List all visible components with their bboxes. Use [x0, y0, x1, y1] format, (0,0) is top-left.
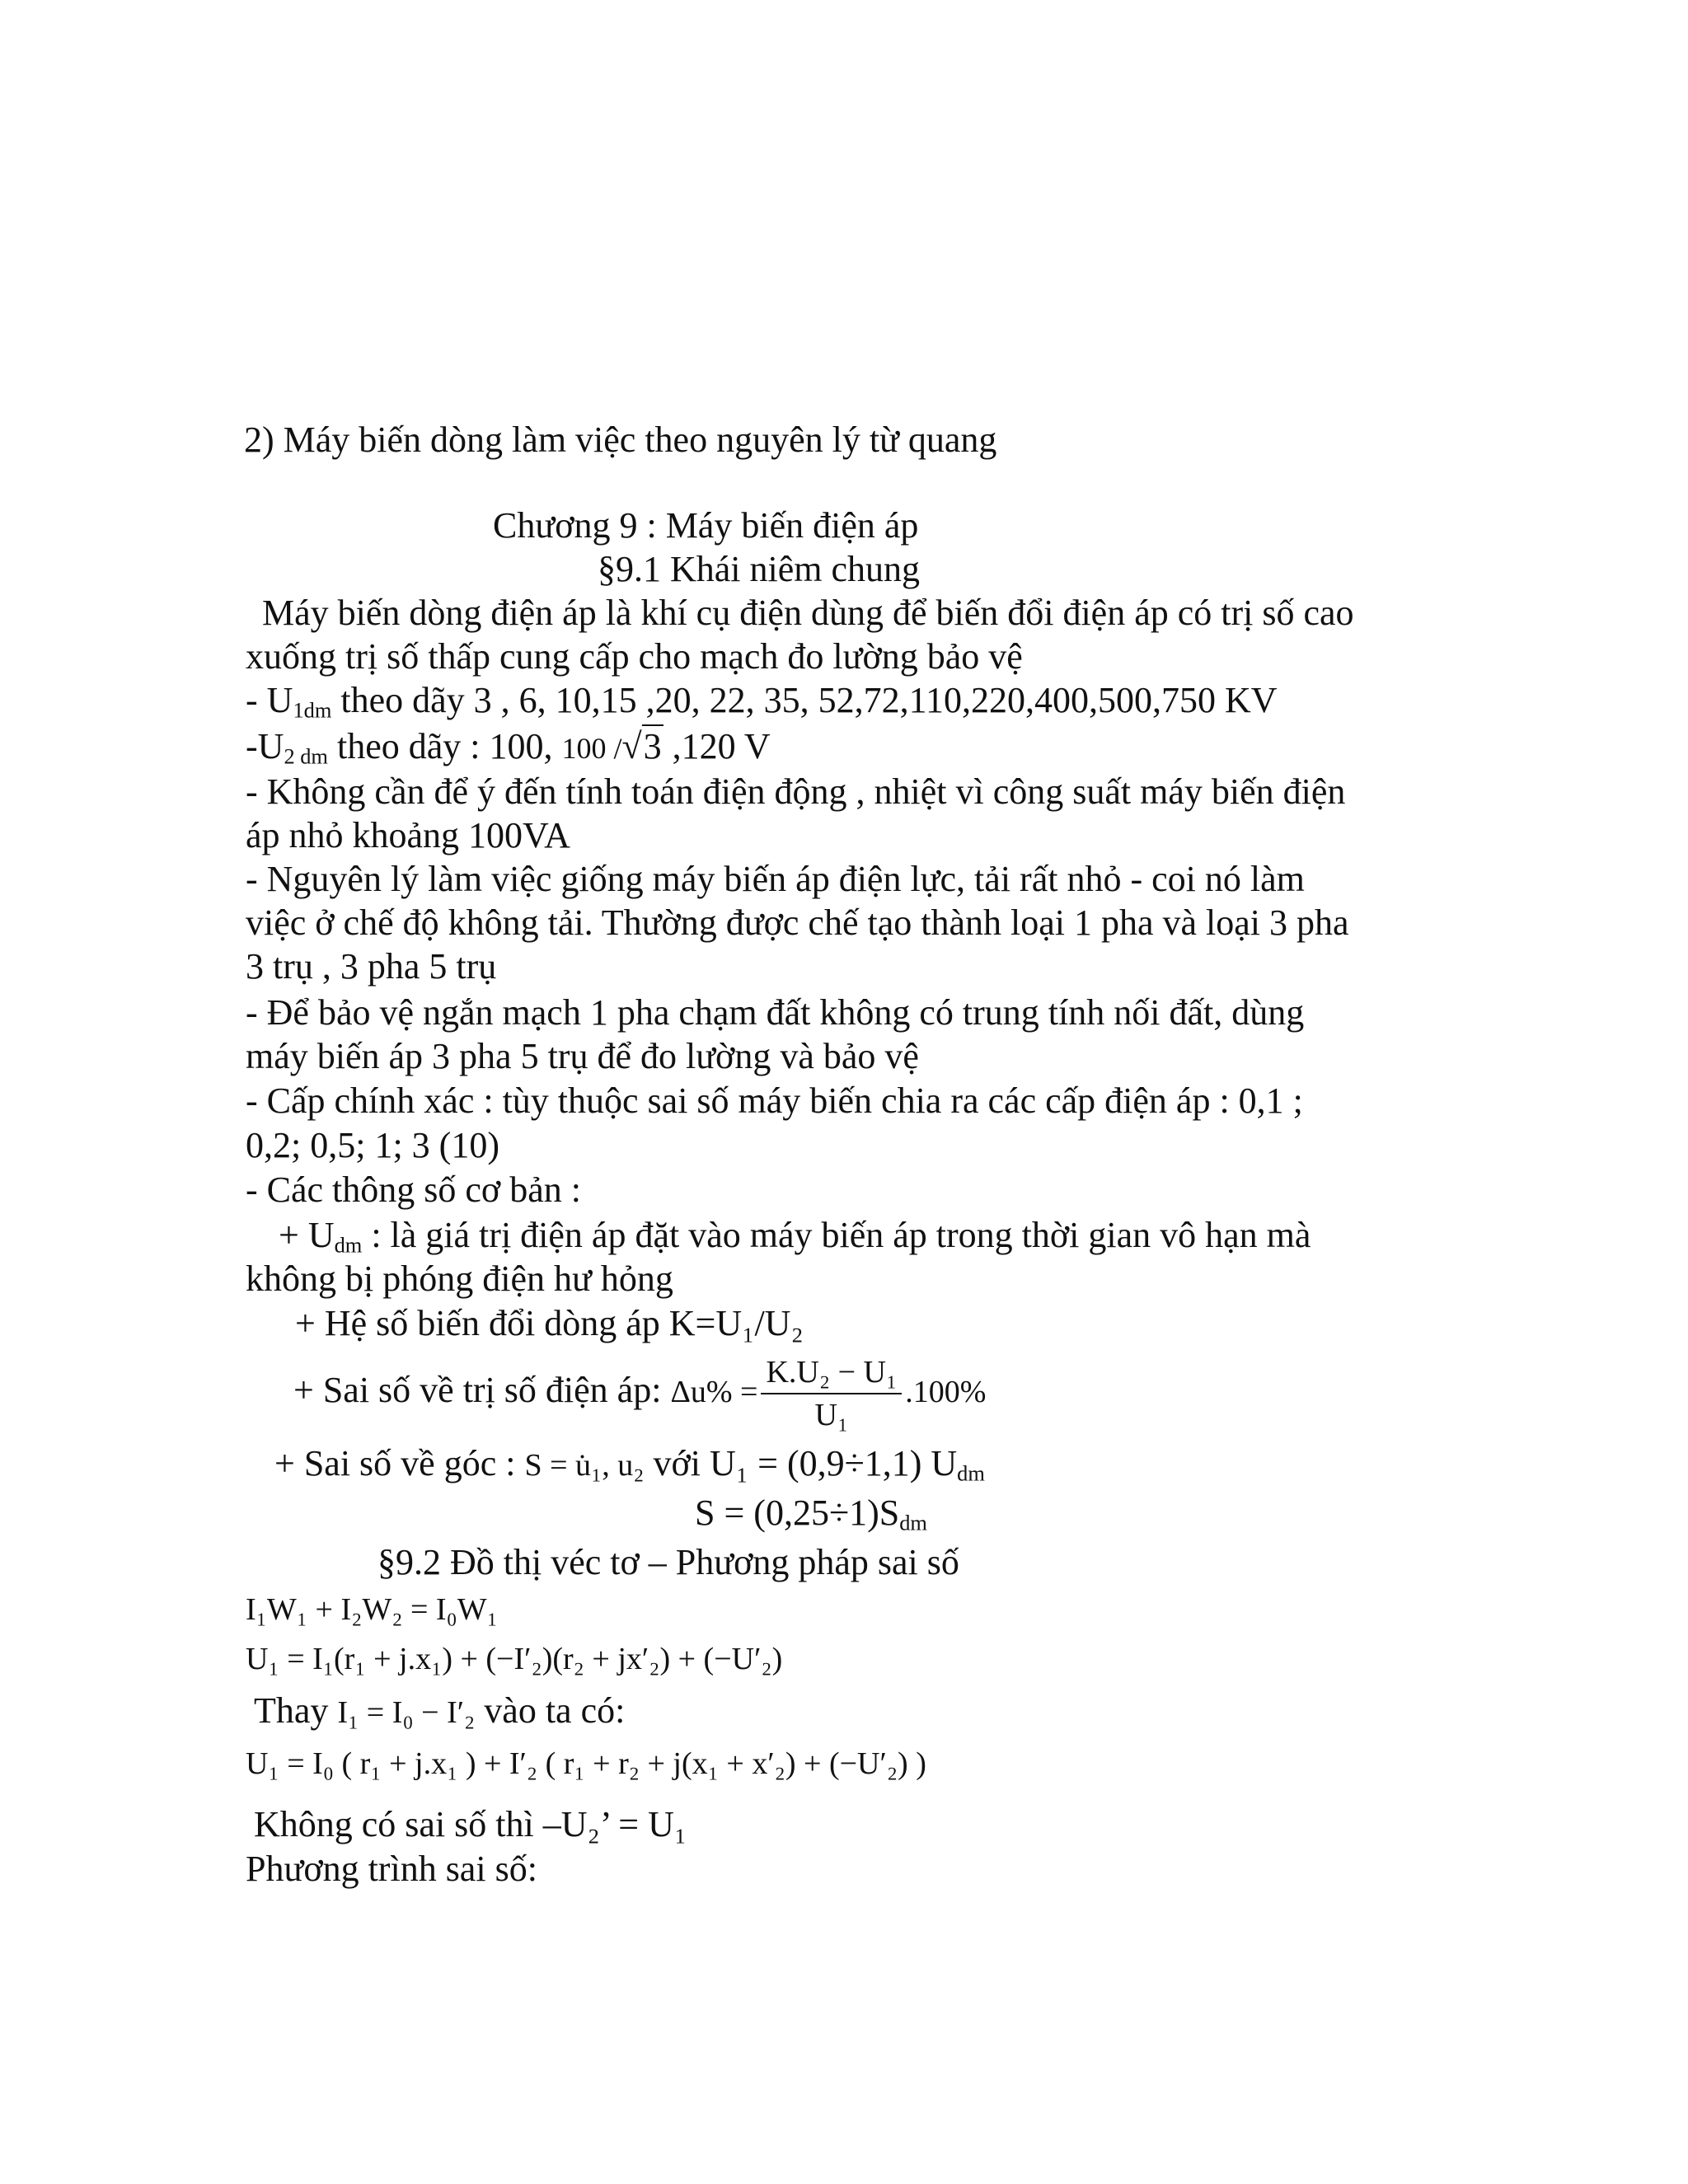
paragraph-accuracy-line-1: - Cấp chính xác : tùy thuộc sai số máy biến chia ra các cấp điện áp : 0,1 ;	[246, 1080, 1303, 1121]
equation-primary-voltage: U₁ = I₁(r₁ + j.x₁) + (−I′₂)(r₂ + jx′₂) + (−U′₂)	[246, 1642, 783, 1676]
sqrt-three: √3	[621, 726, 662, 766]
voltage-error-formula: + Sai số về trị số điện áp: Δu% = $\frac{\text{K.U₂ − U₁}}{\text{U₁}}$ .100%	[293, 1352, 986, 1436]
u1dm-range-line: - $U_{1dm}$ theo dãy 3 , 6, 10,15 ,20, 22, 35, 52,72,110,220,400,500,750 KV	[246, 680, 1278, 723]
parameters-heading: - Các thông số cơ bản :	[246, 1169, 581, 1210]
udm-definition-line-2: không bị phóng điện hư hỏng	[246, 1258, 673, 1299]
paragraph-protection-line-1: - Để bảo vệ ngắn mạch 1 pha chạm đất không có trung tính nối đất, dùng	[246, 992, 1305, 1033]
paragraph-principle-line-1: - Nguyên lý làm việc giống máy biến áp điện lực, tải rất nhỏ - coi nó làm	[246, 859, 1305, 899]
paragraph-accuracy-line-2: 0,2; 0,5; 1; 3 (10)	[246, 1125, 499, 1165]
voltage-error-fraction: $\frac{\text{K.U₂ − U₁}}{\text{U₁}}$	[761, 1352, 902, 1436]
paragraph-principle-line-3: 3 trụ , 3 pha 5 trụ	[246, 946, 497, 987]
equation-mmf-balance: I₁W₁ + I₂W₂ = I₀W₁	[246, 1592, 498, 1627]
paragraph-definition-line-2: xuống trị số thấp cung cấp cho mạch đo lường bảo vệ	[246, 636, 1023, 677]
paragraph-principle-line-2: việc ở chế độ không tải. Thường được chế tạo thành loại 1 pha và loại 3 pha	[246, 902, 1349, 943]
udm-definition-line-1: + $U_{dm}$ : là giá trị điện áp đặt vào máy biến áp trong thời gian vô hạn mà	[279, 1215, 1311, 1258]
substitution-line: Thay I₁ = I₀ − I′₂ vào ta có:	[254, 1690, 626, 1731]
angle-error-formula: + Sai số về góc : S = u̇₁, u₂ với U₁ = (0,9÷1,1) $U_{dm}$	[274, 1443, 985, 1486]
paragraph-definition-line-1: Máy biến dòng điện áp là khí cụ điện dùng để biến đổi điện áp có trị số cao	[262, 593, 1354, 633]
transformation-ratio-line: + Hệ số biến đổi dòng áp K=U₁/U₂	[295, 1303, 804, 1343]
paragraph-protection-line-2: máy biến áp 3 pha 5 trụ để đo lường và bảo vệ	[246, 1036, 919, 1076]
u2dm-range-line: $-U_{2 dm}$ theo dãy : 100, 100 /√3 ,120 V	[246, 726, 771, 769]
section-2-title: §9.2 Đồ thị véc tơ – Phương pháp sai số	[377, 1542, 959, 1582]
equation-substituted-voltage: U₁ = I₀ ( r₁ + j.x₁ ) + I′₂ ( r₁ + r₂ + j(x₁ + x′₂) + (−U′₂) )	[246, 1746, 926, 1781]
section-1-title: §9.1 Khái niêm chung	[598, 549, 921, 589]
paragraph-no-dynamic-line-2: áp nhỏ khoảng 100VA	[246, 815, 570, 855]
paragraph-no-dynamic-line-1: - Không cần để ý đến tính toán điện động , nhiệt vì công suất máy biến điện	[246, 771, 1346, 812]
no-error-condition: Không có sai số thì –U₂’ = U₁	[254, 1804, 687, 1844]
error-equation-heading: Phương trình sai số:	[246, 1849, 537, 1889]
intro-line: 2) Máy biến dòng làm việc theo nguyên lý từ quang	[244, 419, 997, 460]
s-range-line: $S = (0,25\div 1)S_{dm}$	[695, 1493, 927, 1535]
chapter-title: Chương 9 : Máy biến điện áp	[493, 505, 919, 546]
